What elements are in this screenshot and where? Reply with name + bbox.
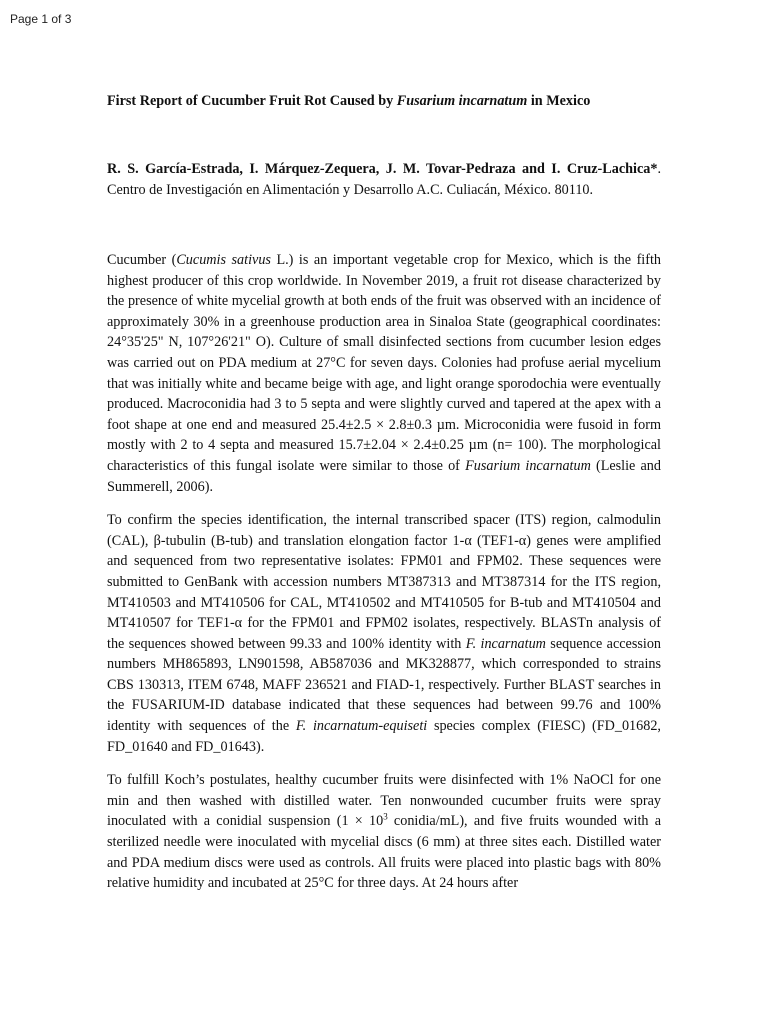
superscript-exponent: 3 [383,811,388,822]
paragraph-text: To fulfill Koch’s postulates, healthy cucumber fruits were disinfected with 1% NaOCl for one min and then washed with distilled water. Ten nonwounded cucumber fruits were spray inoculated with a conidial suspension (1 × 10 [107,772,661,830]
paragraph-molecular [107,510,661,757]
title-species: Fusarium incarnatum [396,93,528,109]
paragraph-text: (Leslie and Summerell, 2006). [107,457,661,495]
author-affiliation: . Centro de Investigación en Alimentación y Desarrollo A.C. Culiacán, México. 80110. [107,161,661,198]
species-name: F. incarnatum-equiseti [295,718,428,735]
article-body [107,92,661,894]
paragraph-morphology [107,250,661,497]
species-name: F. incarnatum [465,635,546,652]
paragraph-text: conidia/mL), and five fruits wounded with a sterilized needle were inoculated with mycelial discs (6 mm) at three sites each. Distilled water and PDA medium discs were used as controls. All fruits were placed into plastic bags with 80% relative humidity and incubated at 25°C for three days. At 24 hours after [107,813,661,892]
article-title [107,92,661,110]
paragraph-text: species complex (FIESC) (FD_01682, FD_01640 and FD_01643). [107,718,661,755]
author-names: R. S. García-Estrada, I. Márquez-Zequera, J. M. Tovar-Pedraza and I. Cruz-Lachica* [107,161,658,177]
species-name: Cucumis sativus [176,252,271,268]
paragraph-text: Cucumber ( [107,252,177,268]
title-text-end: in Mexico [527,93,591,109]
paragraph-pathogenicity [107,770,661,894]
author-block [107,159,661,200]
species-name: Fusarium incarnatum [465,457,591,474]
paragraph-text: L.) is an important vegetable crop for Mexico, which is the fifth highest producer of this crop worldwide. In November 2019, a fruit rot disease characterized by the presence of white mycelial growth at both ends of the fruit was observed with an incidence of approximately 30% in a greenhouse production area in Sinaloa State (geographical coordinates: 24°35'25" N, 107°26'21" O). Culture of small disinfected sections from cucumber lesion edges was carried out on PDA medium at 27°C for seven days. Colonies had profuse aerial mycelium that was initially white and became beige with age, and light orange sporodochia were eventually produced. Macroconidia had 3 to 5 septa and were slightly curved and tapered at the apex with a foot shape at one end and measured 25.4±2.5 × 2.8±0.3 µm. Microconidia were fusoid in form mostly with 2 to 4 septa and measured 15.7±2.04 × 2.4±0.25 µm (n= 100). The morphological characteristics of this fungal isolate were similar to those of [107,252,661,474]
page-number-label: Page 1 of 3 [10,12,72,26]
title-text: First Report of Cucumber Fruit Rot Caused by [107,93,397,109]
paragraph-text: sequence accession numbers MH865893, LN901598, AB587036 and MK328877, which corresponded to strains CBS 130313, ITEM 6748, MAFF 236521 and FIAD-1, respectively. Further BLAST searches in the FUSARIUM-ID database indicated that these sequences had between 99.76 and 100% identity with sequences of the [107,635,662,735]
paragraph-text: To confirm the species identification, the internal transcribed spacer (ITS) region, calmodulin (CAL), β-tubulin (B-tub) and translation elongation factor 1-α (TEF1-α) genes were amplified and sequenced from two representative isolates: FPM01 and FPM02. These sequences were submitted to GenBank with accession numbers MT387313 and MT387314 for the ITS region, MT410503 and MT410506 for CAL, MT410502 and MT410505 for B-tub and MT410504 and MT410507 for TEF1-α for the FPM01 and FPM02 isolates, respectively. BLASTn analysis of the sequences showed between 99.33 and 100% identity with [107,512,661,652]
